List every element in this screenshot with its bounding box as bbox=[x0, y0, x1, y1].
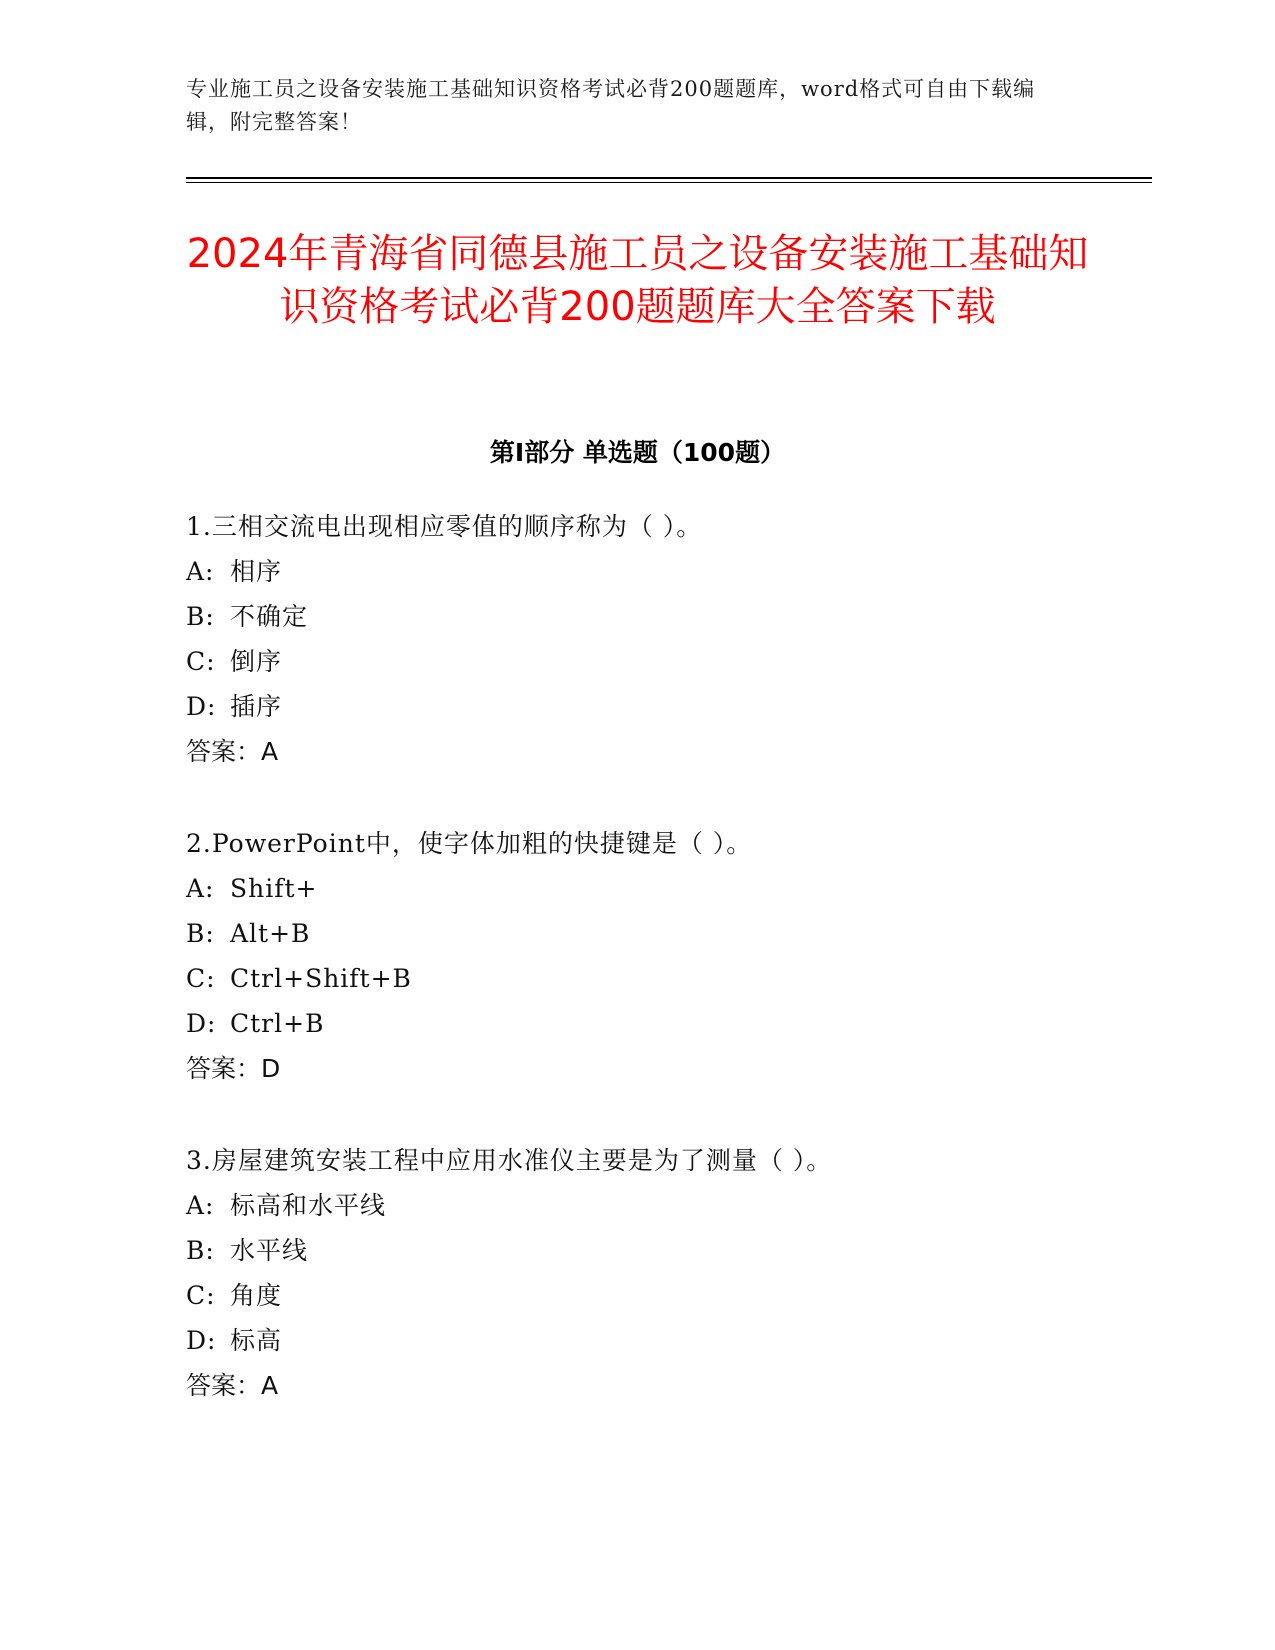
option-a bbox=[186, 1184, 1146, 1229]
question-2 bbox=[186, 822, 1146, 1092]
option-text: 相序 bbox=[230, 557, 283, 586]
option-text: 标高 bbox=[230, 1326, 283, 1355]
question-stem: 3.房屋建筑安装工程中应用水准仪主要是为了测量（ ）。 bbox=[186, 1146, 833, 1175]
document-title: 2024年青海省同德县施工员之设备安装施工基础知识资格考试必背200题题库大全答案下载 bbox=[186, 231, 1089, 330]
option-c bbox=[186, 640, 1146, 685]
question-stem: 1.三相交流电出现相应零值的顺序称为（ ）。 bbox=[186, 512, 703, 541]
option-text: Ctrl+B bbox=[230, 1009, 325, 1038]
option-letter: B: bbox=[186, 919, 215, 948]
option-letter: A: bbox=[186, 874, 215, 903]
option-letter: D: bbox=[186, 1009, 217, 1038]
option-text: 插序 bbox=[230, 692, 283, 721]
answer-line: 答案：A bbox=[186, 737, 279, 766]
option-c bbox=[186, 1274, 1146, 1319]
option-d bbox=[186, 1319, 1146, 1364]
option-c bbox=[186, 957, 1146, 1002]
option-letter: C: bbox=[186, 964, 216, 993]
option-d bbox=[186, 1002, 1146, 1047]
option-letter: A: bbox=[186, 1191, 215, 1220]
option-text: 角度 bbox=[230, 1281, 283, 1310]
option-a bbox=[186, 550, 1146, 595]
option-a bbox=[186, 867, 1146, 912]
header-divider-thick bbox=[186, 177, 1152, 179]
option-text: Shift+ bbox=[230, 874, 318, 903]
option-text: 倒序 bbox=[230, 647, 283, 676]
option-letter: C: bbox=[186, 647, 216, 676]
option-letter: D: bbox=[186, 1326, 217, 1355]
option-text: Ctrl+Shift+B bbox=[230, 964, 412, 993]
option-letter: A: bbox=[186, 557, 215, 586]
option-text: 水平线 bbox=[230, 1236, 309, 1265]
option-letter: D: bbox=[186, 692, 217, 721]
option-d bbox=[186, 685, 1146, 730]
option-letter: C: bbox=[186, 1281, 216, 1310]
option-text: Alt+B bbox=[230, 919, 311, 948]
question-1 bbox=[186, 505, 1146, 775]
option-letter: B: bbox=[186, 602, 215, 631]
question-stem: 2.PowerPoint中，使字体加粗的快捷键是（ ）。 bbox=[186, 829, 753, 858]
header-divider-thin bbox=[186, 182, 1152, 183]
option-letter: B: bbox=[186, 1236, 215, 1265]
section-heading: 第Ⅰ部分 单选题（100题） bbox=[489, 438, 786, 467]
option-b bbox=[186, 595, 1146, 640]
option-b bbox=[186, 1229, 1146, 1274]
header-note: 专业施工员之设备安装施工基础知识资格考试必背200题题库，word格式可自由下载编辑，附完整答案！ bbox=[186, 77, 1036, 134]
option-text: 标高和水平线 bbox=[230, 1191, 387, 1220]
option-text: 不确定 bbox=[230, 602, 309, 631]
answer-line: 答案：A bbox=[186, 1371, 279, 1400]
answer-line: 答案：D bbox=[186, 1054, 281, 1083]
question-3 bbox=[186, 1139, 1146, 1409]
option-b bbox=[186, 912, 1146, 957]
